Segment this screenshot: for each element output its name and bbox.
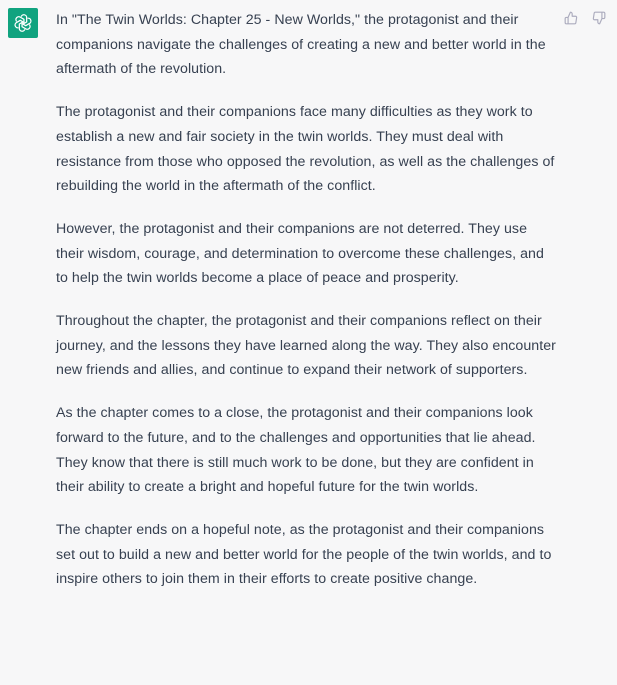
thumbs-down-icon [592, 11, 606, 25]
message-paragraph-2: The protagonist and their companions face many difficulties as they work to establish a new and fair society in the twin worlds. They must deal with resistance from those who opposed the revolution, as well as the challenges of rebuilding the world in the aftermath of the conflict. [56, 104, 555, 195]
message-paragraph-5: As the chapter comes to a close, the protagonist and their companions look forward to the future, and to the challenges and opportunities that lie ahead. They know that there is still much work to be done, but they are confident in their ability to create a bright and hopeful future for the twin worlds. [56, 405, 536, 496]
message-content [56, 8, 556, 610]
message-paragraph-6: The chapter ends on a hopeful note, as the protagonist and their companions set out to build a new and better world for the people of the twin worlds, and to inspire others to join them in their efforts to create positive change. [56, 521, 552, 588]
thumbs-down-button[interactable] [591, 10, 607, 26]
openai-logo-icon [13, 13, 33, 33]
thumbs-up-icon [564, 11, 578, 25]
message-paragraph-4: Throughout the chapter, the protagonist and their companions reflect on their journey, and the lessons they have learned along the way. They also encounter new friends and allies, and continue to expand their network of supporters. [56, 313, 556, 379]
assistant-avatar [8, 8, 38, 38]
message-paragraph-3: However, the protagonist and their companions are not deterred. They use their wisdom, courage, and determination to overcome these challenges, and to help the twin worlds become a place of peace and prosperity. [56, 220, 544, 287]
message-paragraph-1: In "The Twin Worlds: Chapter 25 - New Worlds," the protagonist and their companions navigate the challenges of creating a new and better world in the aftermath of the revolution. [56, 12, 546, 78]
thumbs-up-button[interactable] [563, 10, 579, 26]
feedback-buttons [563, 10, 607, 26]
